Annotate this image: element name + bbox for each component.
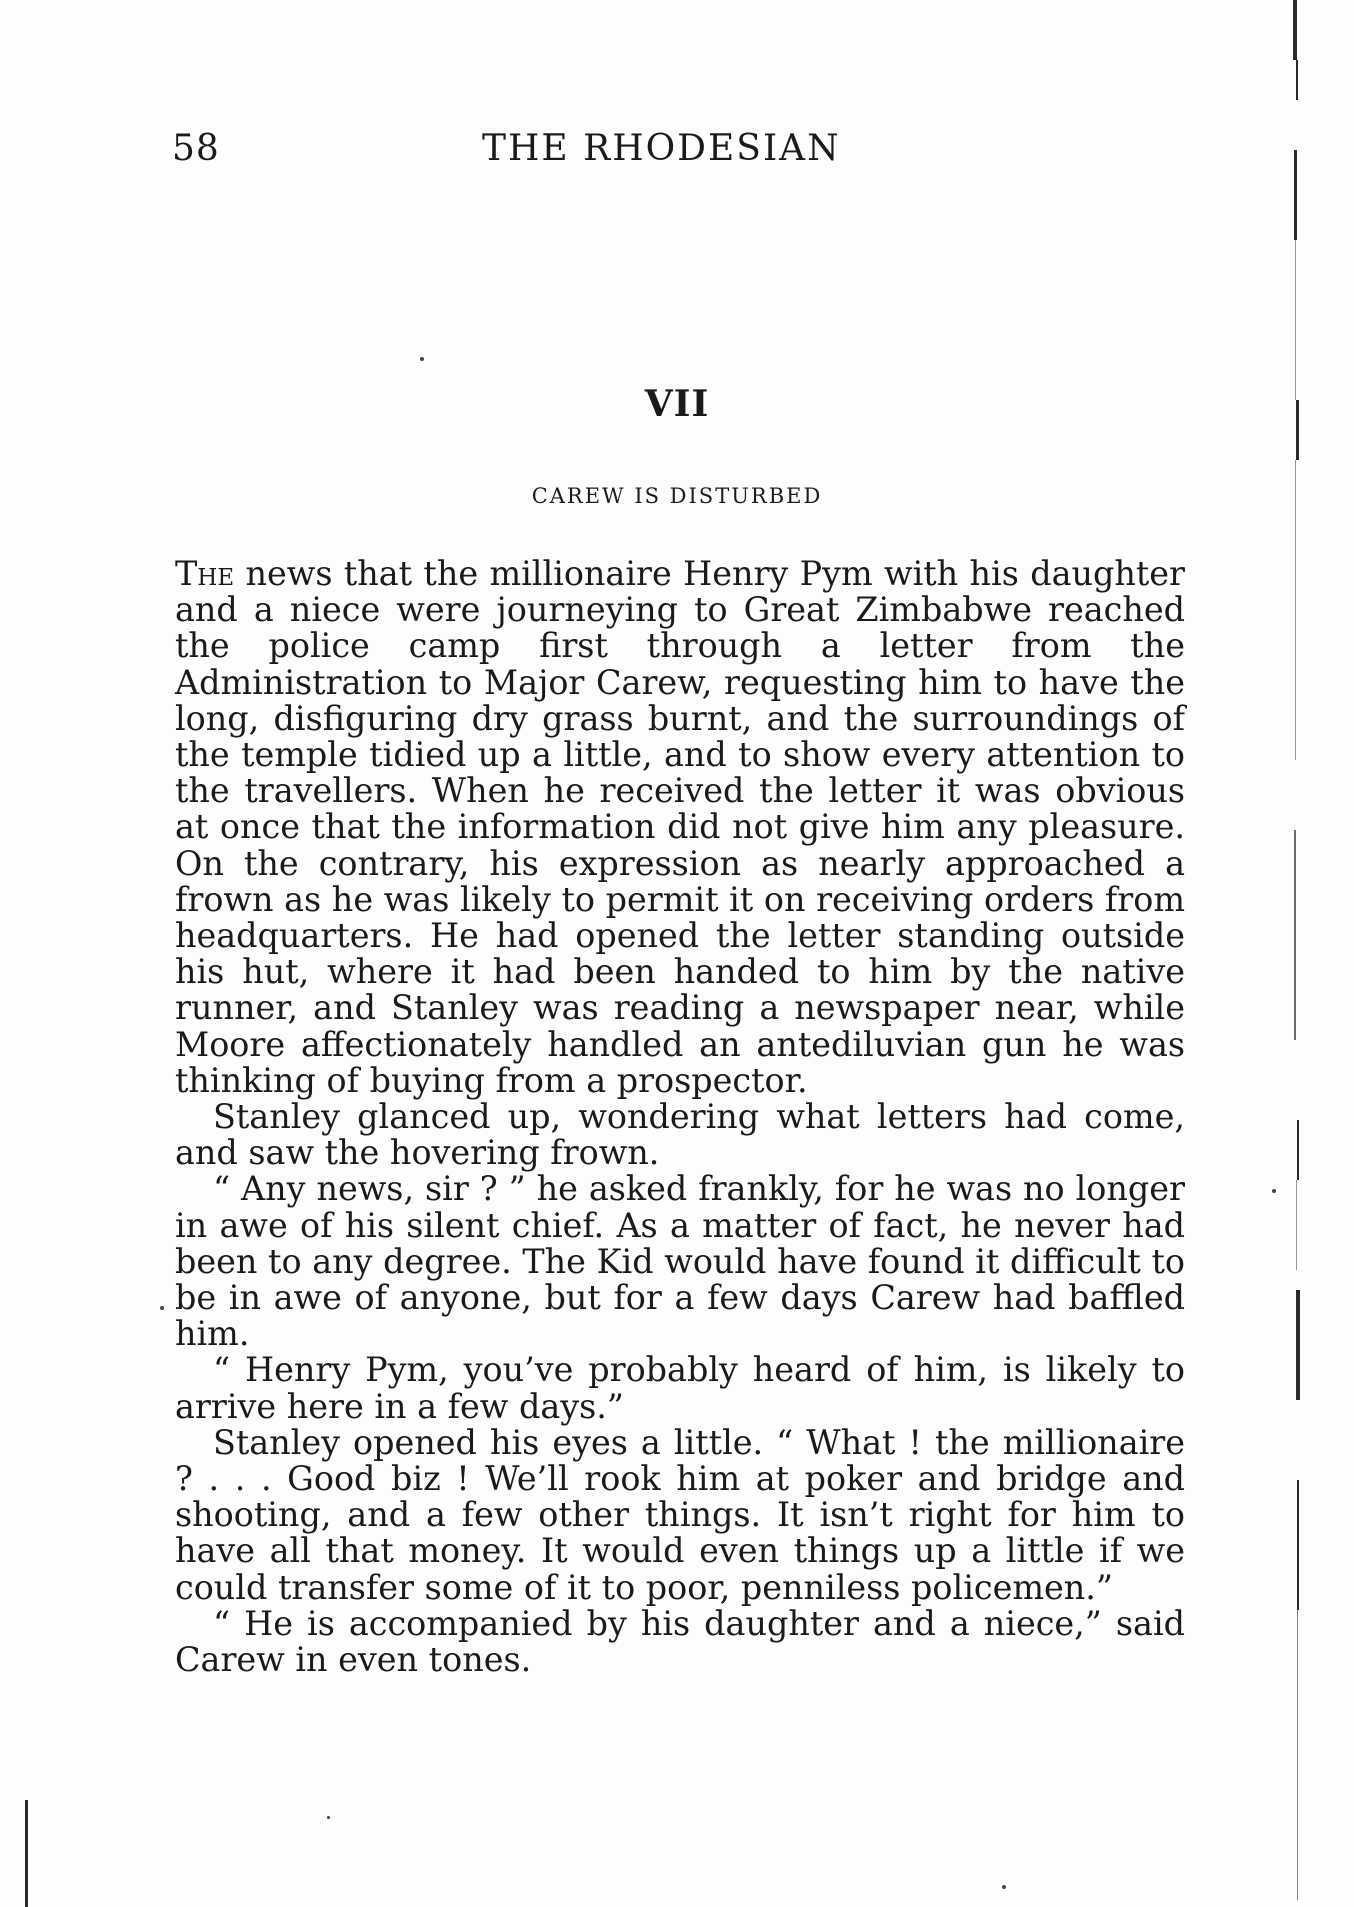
scan-edge-mark [25, 1800, 28, 1907]
scan-speck [420, 357, 424, 361]
running-head [172, 128, 1182, 178]
scan-edge-mark [1294, 150, 1297, 240]
paragraph-2: Stanley glanced up, wondering what letters had come, and saw the hovering frown. [175, 1097, 1185, 1173]
scan-edge-mark [1297, 1480, 1299, 1610]
chapter-title: CAREW IS DISTURBED [531, 484, 823, 508]
book-title: THE RHODESIAN [482, 128, 841, 169]
scan-edge-mark [1293, 0, 1297, 60]
paragraph-3: “ Any news, sir ? ” he asked frankly, for he was no longer in awe of his silent chief. As a matter of fact, he never had been to any degree. The Kid would have found it difficult to be in awe of anyone, but for a few days Carew had baffled him. [175, 1169, 1185, 1354]
scan-edge-mark [1296, 400, 1299, 460]
scan-speck [1272, 1189, 1276, 1193]
paragraph-lead-word: The [175, 554, 235, 593]
scan-speck [160, 1306, 164, 1310]
chapter-body [175, 556, 1185, 1678]
page-number: 58 [172, 128, 220, 169]
scan-edge-mark [1296, 1290, 1300, 1400]
paragraph-1 [175, 556, 1185, 1099]
scan-speck [1002, 1885, 1006, 1889]
scan-edge-mark [1297, 1610, 1298, 1900]
scan-edge-mark [1297, 1120, 1299, 1180]
scan-edge-mark [1295, 460, 1296, 760]
paragraph-4: “ Henry Pym, you’ve probably heard of him, is likely to arrive here in a few days.” [175, 1350, 1185, 1426]
scan-edge-mark [1295, 240, 1296, 400]
scan-edge-mark [1296, 60, 1298, 100]
scan-speck [327, 1816, 330, 1819]
paragraph-5: Stanley opened his eyes a little. “ What ! the millionaire ? . . . Good biz ! We’ll rook him at poker and bridge and shooting, and a few other things. It isn’t right for him to have all that money. It would even things up a little if we could transfer some of it to poor, penniless policemen.” [175, 1422, 1185, 1607]
scan-edge-mark [1294, 830, 1296, 1040]
paragraph-6: “ He is accompanied by his daughter and a niece,” said Carew in even tones. [175, 1603, 1185, 1680]
chapter-number: VII [644, 383, 710, 425]
paragraph-text: news that the millionaire Henry Pym with his daughter and a niece were journeying to Great Zimbabwe reached the police camp first through a letter from the Administration to Major Carew, requesting him to have the long, disfiguring dry grass burnt, and the surroundings of the temple tidied up a little, and to show every attention to the travellers. When he received the letter it was obvious at once that the information did not give him any pleasure. On the contrary, his expression as nearly approached a frown as he was likely to permit it on receiving orders from headquarters. He had opened the letter standing outside his hut, where it had been handed to him by the native runner, and Stanley was reading a newspaper near, while Moore affectionately handled an antediluvian gun he was thinking of buying from a prospector. [175, 554, 1185, 1100]
scan-edge-mark [1296, 1180, 1297, 1270]
